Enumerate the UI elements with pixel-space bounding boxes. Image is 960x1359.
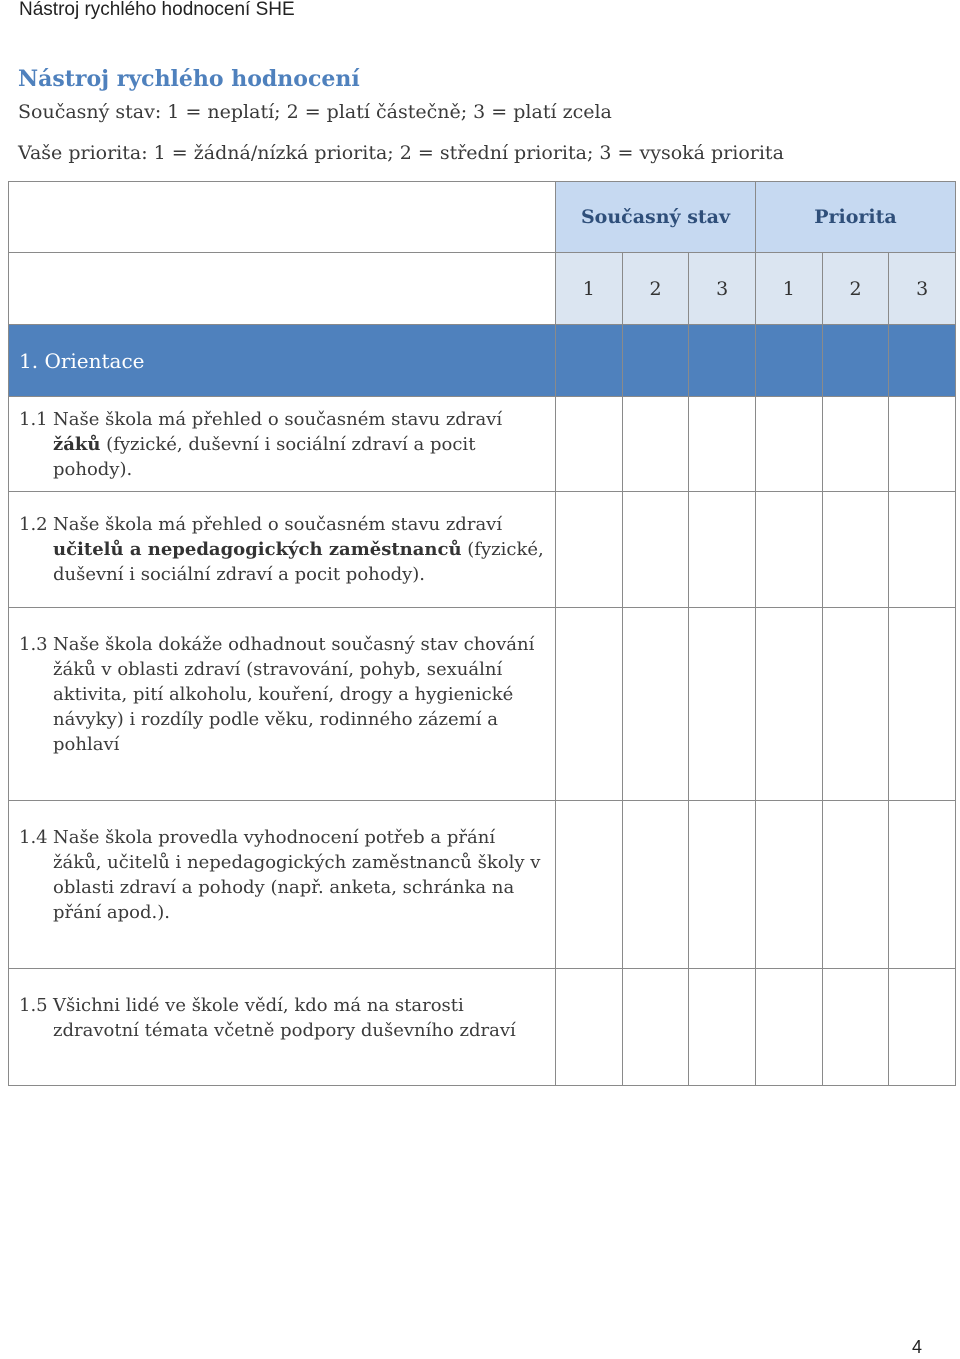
assessment-table xyxy=(8,181,956,1086)
page-number: 4 xyxy=(911,1337,922,1357)
section-fill-cell xyxy=(756,325,823,397)
item-number: 1.2 xyxy=(19,514,48,535)
current-state-1-cell[interactable] xyxy=(556,801,623,969)
priority-1-cell[interactable] xyxy=(756,397,823,492)
current-state-scale-3: 3 xyxy=(689,253,756,325)
priority-3-cell[interactable] xyxy=(889,608,956,801)
item-statement xyxy=(9,397,556,492)
running-header-title: Nástroj rychlého hodnocení SHE xyxy=(19,0,295,20)
scale-header-row xyxy=(9,253,956,325)
item-text: Naše škola dokáže odhadnout současný stav chování žáků v oblasti zdraví (stravování, pohyb, sexuální aktivita, pití alkoholu, kouření, drogy a hygienické návyky) i rozdíly podle věku, rodinného zázemí a pohlaví xyxy=(53,634,535,755)
priority-2-cell[interactable] xyxy=(822,397,889,492)
legend-priority: Vaše priorita: 1 = žádná/nízká priorita; 2 = střední priorita; 3 = vysoká priorita xyxy=(18,142,784,164)
item-text-part: Naše škola má přehled o současném stavu zdraví xyxy=(53,408,503,430)
scale-blank-cell xyxy=(9,253,556,325)
table-header-row xyxy=(9,182,956,253)
current-state-1-cell[interactable] xyxy=(556,397,623,492)
current-state-2-cell[interactable] xyxy=(622,397,689,492)
item-text-bold: učitelů a nepedagogických zaměstnanců xyxy=(53,539,462,560)
current-state-2-cell[interactable] xyxy=(622,801,689,969)
table-row-item-1-3 xyxy=(9,608,956,801)
section-label: 1. Orientace xyxy=(9,325,556,397)
current-state-3-cell[interactable] xyxy=(689,969,756,1086)
priority-3-cell[interactable] xyxy=(889,492,956,608)
priority-2-cell[interactable] xyxy=(822,608,889,801)
item-statement xyxy=(9,492,556,608)
priority-3-cell[interactable] xyxy=(889,969,956,1086)
priority-scale-1: 1 xyxy=(756,253,823,325)
current-state-scale-2: 2 xyxy=(622,253,689,325)
table-row-item-1-4 xyxy=(9,801,956,969)
current-state-2-cell[interactable] xyxy=(622,969,689,1086)
item-text-part: Naše škola má přehled o současném stavu zdraví xyxy=(53,514,503,535)
priority-1-cell[interactable] xyxy=(756,801,823,969)
item-statement xyxy=(9,969,556,1086)
current-state-2-cell[interactable] xyxy=(622,492,689,608)
current-state-header: Současný stav xyxy=(556,182,756,253)
item-text: Naše škola provedla vyhodnocení potřeb a přání žáků, učitelů i nepedagogických zaměstnanců školy v oblasti zdraví a pohody (např. anketa, schránka na přání apod.). xyxy=(53,827,541,923)
item-text xyxy=(53,512,547,587)
section-fill-cell xyxy=(622,325,689,397)
current-state-3-cell[interactable] xyxy=(689,608,756,801)
priority-3-cell[interactable] xyxy=(889,801,956,969)
priority-1-cell[interactable] xyxy=(756,492,823,608)
item-number: 1.5 xyxy=(19,995,48,1016)
table-row-item-1-5 xyxy=(9,969,956,1086)
current-state-3-cell[interactable] xyxy=(689,397,756,492)
current-state-1-cell[interactable] xyxy=(556,492,623,608)
item-number: 1.1 xyxy=(19,408,48,430)
current-state-scale-1: 1 xyxy=(556,253,623,325)
legend-current-state: Současný stav: 1 = neplatí; 2 = platí částečně; 3 = platí zcela xyxy=(18,101,612,123)
priority-1-cell[interactable] xyxy=(756,969,823,1086)
priority-scale-3: 3 xyxy=(889,253,956,325)
current-state-1-cell[interactable] xyxy=(556,969,623,1086)
section-fill-cell xyxy=(889,325,956,397)
section-fill-cell xyxy=(556,325,623,397)
item-statement xyxy=(9,801,556,969)
priority-1-cell[interactable] xyxy=(756,608,823,801)
header-blank-cell xyxy=(9,182,556,253)
section-row-orientation xyxy=(9,325,956,397)
section-fill-cell xyxy=(822,325,889,397)
item-number: 1.3 xyxy=(19,634,48,655)
current-state-2-cell[interactable] xyxy=(622,608,689,801)
item-text: Všichni lidé ve škole vědí, kdo má na starosti zdravotní témata včetně podpory duševního zdraví xyxy=(53,995,516,1041)
priority-2-cell[interactable] xyxy=(822,492,889,608)
table-row-item-1-2 xyxy=(9,492,956,608)
item-statement xyxy=(9,608,556,801)
table-row-item-1-1 xyxy=(9,397,956,492)
item-number: 1.4 xyxy=(19,827,48,848)
document-title: Nástroj rychlého hodnocení xyxy=(18,66,360,92)
item-text-bold: žáků xyxy=(53,433,101,455)
priority-2-cell[interactable] xyxy=(822,801,889,969)
item-text-part: (fyzické, duševní i sociální zdraví a pocit pohody). xyxy=(53,433,476,480)
current-state-3-cell[interactable] xyxy=(689,801,756,969)
priority-header: Priorita xyxy=(756,182,956,253)
item-text xyxy=(53,407,547,482)
section-fill-cell xyxy=(689,325,756,397)
priority-2-cell[interactable] xyxy=(822,969,889,1086)
current-state-3-cell[interactable] xyxy=(689,492,756,608)
item-text-part: (fyzické, duševní i sociální zdraví a pocit pohody). xyxy=(53,539,544,585)
priority-scale-2: 2 xyxy=(822,253,889,325)
current-state-1-cell[interactable] xyxy=(556,608,623,801)
priority-3-cell[interactable] xyxy=(889,397,956,492)
